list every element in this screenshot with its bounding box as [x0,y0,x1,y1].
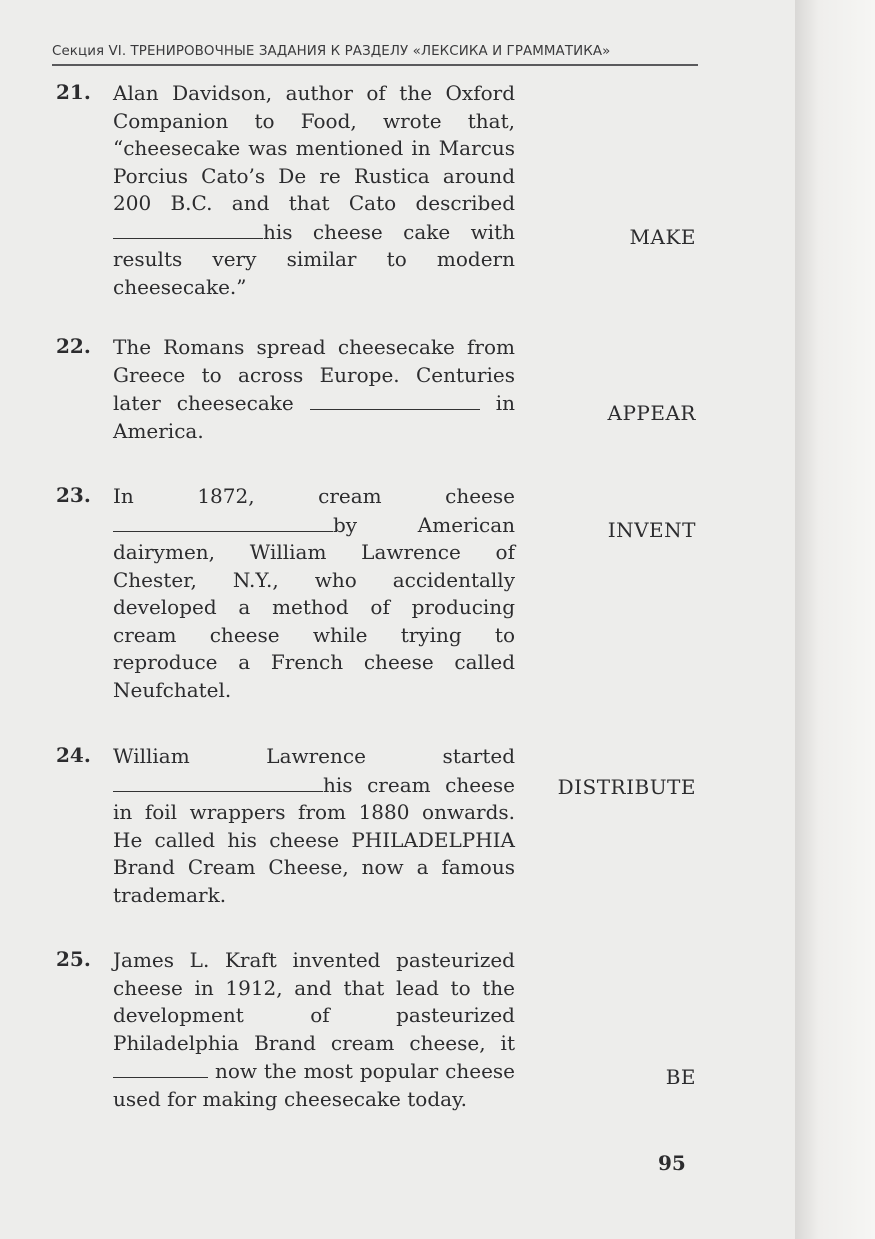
text-after-gap: his cheese cake with results very similar to modern cheesecake.” [113,219,515,299]
item-text [113,483,515,704]
key-word: APPEAR [607,401,696,425]
item-text [113,80,515,301]
key-word: BE [665,1065,696,1089]
text-before-gap: James L. Kraft invented pasteurized cheese in 1912, and that lead to the development of pasteurized Philadelphia Brand cream cheese, it [113,948,515,1055]
key-word: MAKE [629,225,696,249]
text-after-gap: now the most popular cheese used for making cheesecake today. [113,1059,516,1111]
answer-gap[interactable] [113,1057,208,1078]
item-number: 24. [56,743,91,767]
item-number: 25. [56,947,91,971]
key-word: INVENT [607,518,696,542]
item-text [113,334,515,445]
key-word: DISTRIBUTE [557,775,696,799]
text-before-gap: William Lawrence started [113,744,515,768]
page-number: 95 [658,1151,686,1175]
item-text [113,947,515,1113]
text-after-gap: by American dairymen, William Lawrence of Chester, N.Y., who accidentally developed a method of producing cream cheese while trying to reproduce a French cheese called Neufchatel. [113,512,515,702]
item-number: 23. [56,483,91,507]
text-after-gap: his cream cheese in foil wrappers from 1880 onwards. He called his cheese PHILADELPHIA Brand Cream Cheese, now a famous trademark. [113,772,515,907]
answer-gap[interactable] [113,218,263,239]
answer-gap[interactable] [113,771,323,792]
running-header: Секция VI. ТРЕНИРОВОЧНЫЕ ЗАДАНИЯ К РАЗДЕЛУ «ЛЕКСИКА И ГРАММАТИКА» [52,44,698,66]
page-edge [795,0,875,1239]
answer-gap[interactable] [310,389,480,410]
text-before-gap: In 1872, cream cheese [113,484,515,508]
text-before-gap: Alan Davidson, author of the Oxford Companion to Food, wrote that, “cheesecake was mentioned in Marcus Porcius Cato’s De re Rustica around 200 B.C. and that Cato described [113,81,515,215]
item-text [113,743,515,909]
answer-gap[interactable] [113,511,333,532]
text-after-gap: in America. [113,391,516,443]
text-before-gap: The Romans spread cheesecake from Greece to across Europe. Centuries later cheesecake [113,335,515,415]
item-number: 22. [56,334,91,358]
item-number: 21. [56,80,91,104]
